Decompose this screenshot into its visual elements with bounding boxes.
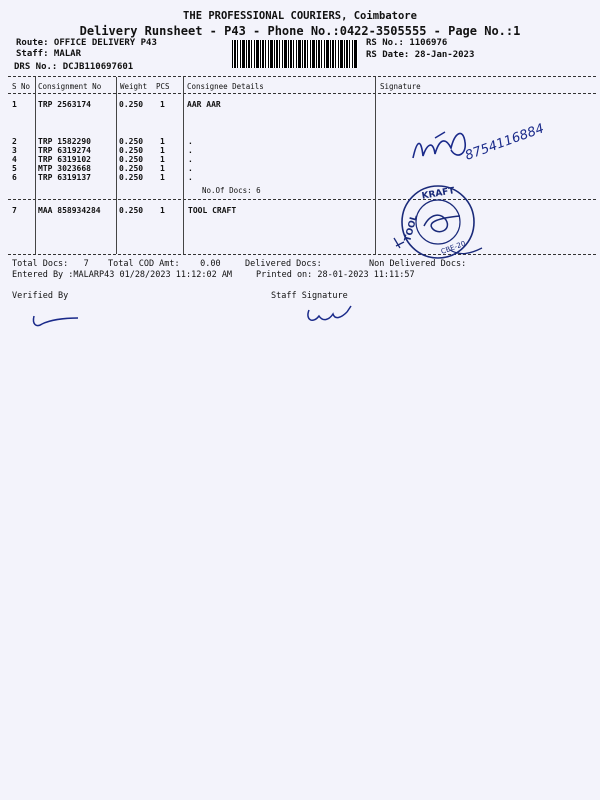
row-consignee: AAR AAR xyxy=(187,100,221,109)
tool-kraft-stamp xyxy=(390,180,490,266)
column-divider xyxy=(183,77,184,254)
col-header-pcs: PCS xyxy=(156,82,170,91)
row-consignee: . xyxy=(188,173,193,182)
row-pcs: 1 xyxy=(160,137,165,146)
row-pcs: 1 xyxy=(160,173,165,182)
row-weight: 0.250 xyxy=(119,206,144,215)
table-bottom-border xyxy=(8,254,596,255)
staff-label: Staff: MALAR xyxy=(16,49,82,59)
row-consignment: TRP 2563174 xyxy=(38,100,91,109)
stamp-tool-text: TOOL xyxy=(403,213,420,243)
rs-date: RS Date: 28-Jan-2023 xyxy=(366,50,475,60)
printed-on: Printed on: 28-01-2023 11:11:57 xyxy=(256,270,415,280)
column-divider xyxy=(116,77,117,254)
row-consignment: TRP 6319102 xyxy=(38,155,91,164)
row-weight: 0.250 xyxy=(119,146,144,155)
row-sno: 5 xyxy=(12,164,17,173)
row-weight: 0.250 xyxy=(119,155,144,164)
staff-signature-label: Staff Signature xyxy=(271,291,348,301)
entered-by: Entered By :MALARP43 01/28/2023 11:12:02 AM xyxy=(12,270,233,280)
row-consignee: . xyxy=(188,155,193,164)
company-name: THE PROFESSIONAL COURIERS, Coimbatore xyxy=(183,10,417,22)
col-header-sno: S No xyxy=(12,82,31,91)
total-cod-amount: Total COD Amt: 0.00 xyxy=(108,259,221,269)
row-consignment: TRP 1582290 xyxy=(38,137,91,146)
col-header-weight: Weight xyxy=(120,82,148,91)
col-header-signature: Signature xyxy=(380,82,421,91)
stamp-kraft-text: KRAFT xyxy=(421,186,456,202)
row-consignee: . xyxy=(188,164,193,173)
table-header-border xyxy=(8,93,596,94)
row-sno: 1 xyxy=(12,100,17,109)
row-consignment: TRP 6319137 xyxy=(38,173,91,182)
runsheet-title: Delivery Runsheet - P43 - Phone No.:0422-3505555 - Page No.:1 xyxy=(79,24,521,38)
drs-number: DRS No.: DCJB110697601 xyxy=(14,62,134,72)
total-docs: Total Docs: 7 xyxy=(12,259,89,269)
delivered-docs: Delivered Docs: xyxy=(245,259,322,269)
row-sno: 4 xyxy=(12,155,17,164)
row-consignee: . xyxy=(188,137,193,146)
rs-number: RS No.: 1106976 xyxy=(366,38,448,48)
row-consignment: MTP 3023668 xyxy=(38,164,91,173)
row-weight: 0.250 xyxy=(119,173,144,182)
column-divider xyxy=(375,77,376,254)
handwritten-signature xyxy=(405,110,565,180)
row-sno: 2 xyxy=(12,137,17,146)
row-consignment: MAA 858934284 xyxy=(38,206,101,215)
row-pcs: 1 xyxy=(160,155,165,164)
row-pcs: 1 xyxy=(160,164,165,173)
verified-by-label: Verified By xyxy=(12,291,69,301)
row-sno: 6 xyxy=(12,173,17,182)
row-divider xyxy=(8,199,596,200)
signature-phone: 8754116884 xyxy=(463,121,547,164)
col-header-consignee: Consignee Details xyxy=(187,82,264,91)
row-consignee: TOOL CRAFT xyxy=(188,206,237,215)
row-pcs: 1 xyxy=(160,206,165,215)
row-pcs: 1 xyxy=(160,146,165,155)
no-of-docs: No.Of Docs: 6 xyxy=(202,186,261,195)
barcode xyxy=(232,40,358,68)
staff-signature-mark xyxy=(303,302,363,328)
row-sno: 7 xyxy=(12,206,17,215)
row-consignee: . xyxy=(188,146,193,155)
table-top-border xyxy=(8,76,596,77)
row-pcs: 1 xyxy=(160,100,165,109)
row-consignment: TRP 6319274 xyxy=(38,146,91,155)
non-delivered-docs: Non Delivered Docs: xyxy=(369,259,467,269)
row-sno: 3 xyxy=(12,146,17,155)
route-label: Route: OFFICE DELIVERY P43 xyxy=(16,38,157,48)
col-header-consignment: Consignment No xyxy=(38,82,102,91)
verified-by-signature xyxy=(30,308,90,332)
column-divider xyxy=(35,77,36,254)
row-weight: 0.250 xyxy=(119,137,144,146)
row-weight: 0.250 xyxy=(119,100,144,109)
row-weight: 0.250 xyxy=(119,164,144,173)
stamp-cbe-text: CBE-20 xyxy=(439,239,467,256)
